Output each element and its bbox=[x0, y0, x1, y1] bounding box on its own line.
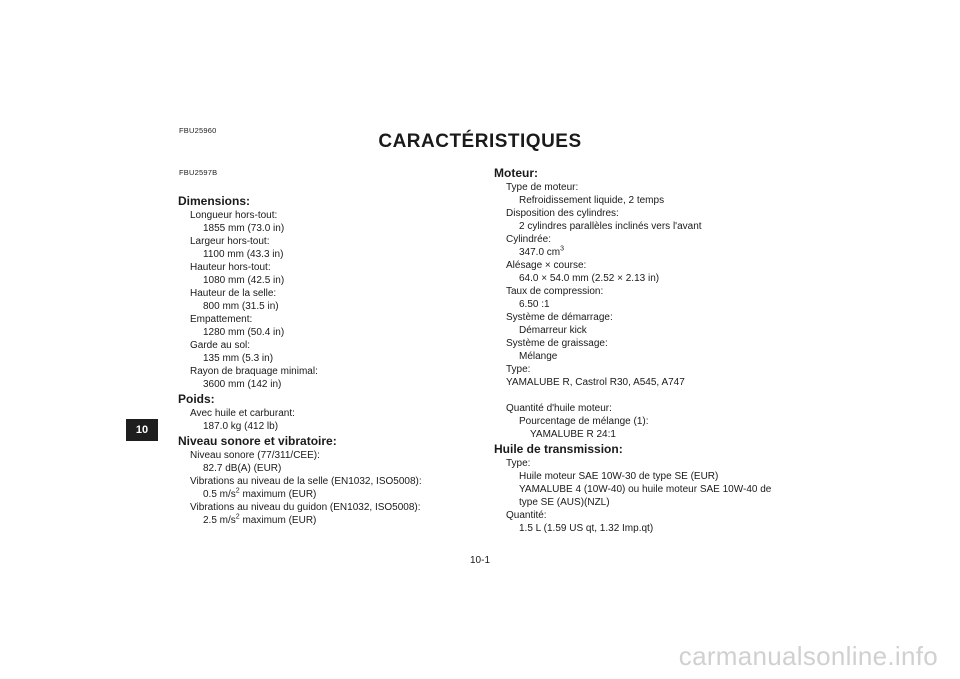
transmission-type-label: Type: bbox=[506, 458, 531, 469]
page-number: 10-1 bbox=[469, 555, 490, 566]
cylinder-layout-label: Disposition des cylindres: bbox=[506, 208, 619, 219]
weight-label: Avec huile et carburant: bbox=[190, 408, 295, 419]
width-label: Largeur hors-tout: bbox=[190, 236, 270, 247]
displacement-label: Cylindrée: bbox=[506, 234, 552, 245]
oil-type-value: YAMALUBE R, Castrol R30, A545, A747 bbox=[506, 377, 685, 388]
spacer bbox=[494, 389, 814, 402]
transmission-heading: Huile de transmission: bbox=[494, 442, 623, 456]
seat-vibration-label: Vibrations au niveau de la selle (EN1032, ISO5008): bbox=[190, 476, 422, 487]
chapter-tab: 10 bbox=[126, 419, 158, 441]
starting-system-label: Système de démarrage: bbox=[506, 312, 613, 323]
lubrication-label: Système de graissage: bbox=[506, 338, 608, 349]
weight-heading: Poids: bbox=[178, 392, 215, 406]
turning-radius-value: 3600 mm (142 in) bbox=[203, 379, 282, 390]
oil-quantity-label: Quantité d'huile moteur: bbox=[506, 403, 612, 414]
lubrication-value: Mélange bbox=[519, 351, 558, 362]
handlebar-vibration-label: Vibrations au niveau du guidon (EN1032, ISO5008): bbox=[190, 502, 421, 513]
displacement-value: 347.0 $cm^3$ bbox=[519, 245, 565, 258]
transmission-type-value-3: type SE (AUS)(NZL) bbox=[519, 497, 610, 508]
oil-type-label: Type: bbox=[506, 364, 531, 375]
watermark: carmanualsonline.info bbox=[678, 641, 938, 671]
noise-level-label: Niveau sonore (77/311/CEE): bbox=[190, 450, 320, 461]
left-column bbox=[178, 193, 478, 527]
dimensions-heading: Dimensions: bbox=[178, 194, 251, 208]
bore-stroke-value: 64.0 × 54.0 mm (2.52 × 2.13 in) bbox=[519, 273, 660, 284]
turning-radius-label: Rayon de braquage minimal: bbox=[190, 366, 318, 377]
doc-code-dimensions: FBU2597B bbox=[179, 168, 218, 177]
engine-type-label: Type de moteur: bbox=[506, 182, 579, 193]
engine-type-value: Refroidissement liquide, 2 temps bbox=[519, 195, 665, 206]
noise-heading: Niveau sonore et vibratoire: bbox=[178, 434, 337, 448]
width-value: 1100 mm (43.3 in) bbox=[203, 249, 284, 260]
compression-value: 6.50 :1 bbox=[519, 299, 550, 310]
mix-ratio-label: Pourcentage de mélange (1): bbox=[519, 416, 649, 427]
page-title: CARACTÉRISTIQUES bbox=[378, 131, 582, 152]
handlebar-vibration-value: 2.5 $m/s^2$ maximum (EUR) bbox=[203, 513, 317, 526]
wheelbase-value: 1280 mm (50.4 in) bbox=[203, 327, 285, 338]
weight-value: 187.0 kg (412 lb) bbox=[203, 421, 279, 432]
compression-label: Taux de compression: bbox=[506, 286, 604, 297]
transmission-quantity-value: 1.5 L (1.59 US qt, 1.32 Imp.qt) bbox=[519, 523, 654, 534]
mix-ratio-value: YAMALUBE R 24:1 bbox=[530, 429, 616, 440]
doc-code-top: FBU25960 bbox=[179, 126, 217, 135]
seat-height-label: Hauteur de la selle: bbox=[190, 288, 277, 299]
length-label: Longueur hors-tout: bbox=[190, 210, 278, 221]
transmission-quantity-label: Quantité: bbox=[506, 510, 547, 521]
bore-stroke-label: Alésage × course: bbox=[506, 260, 587, 271]
seat-height-value: 800 mm (31.5 in) bbox=[203, 301, 279, 312]
cylinder-layout-value: 2 cylindres parallèles inclinés vers l'avant bbox=[519, 221, 702, 232]
starting-system-value: Démarreur kick bbox=[519, 325, 587, 336]
transmission-type-value-1: Huile moteur SAE 10W-30 de type SE (EUR) bbox=[519, 471, 719, 482]
height-label: Hauteur hors-tout: bbox=[190, 262, 271, 273]
seat-vibration-value: 0.5 $m/s^2$ maximum (EUR) bbox=[203, 487, 317, 500]
ground-clearance-label: Garde au sol: bbox=[190, 340, 251, 351]
height-value: 1080 mm (42.5 in) bbox=[203, 275, 285, 286]
wheelbase-label: Empattement: bbox=[190, 314, 253, 325]
right-column bbox=[494, 165, 814, 535]
transmission-type-value-2: YAMALUBE 4 (10W-40) ou huile moteur SAE 10W-40 de bbox=[519, 484, 772, 495]
noise-level-value: 82.7 dB(A) (EUR) bbox=[203, 463, 282, 474]
length-value: 1855 mm (73.0 in) bbox=[203, 223, 285, 234]
engine-heading: Moteur: bbox=[494, 166, 538, 180]
ground-clearance-value: 135 mm (5.3 in) bbox=[203, 353, 274, 364]
